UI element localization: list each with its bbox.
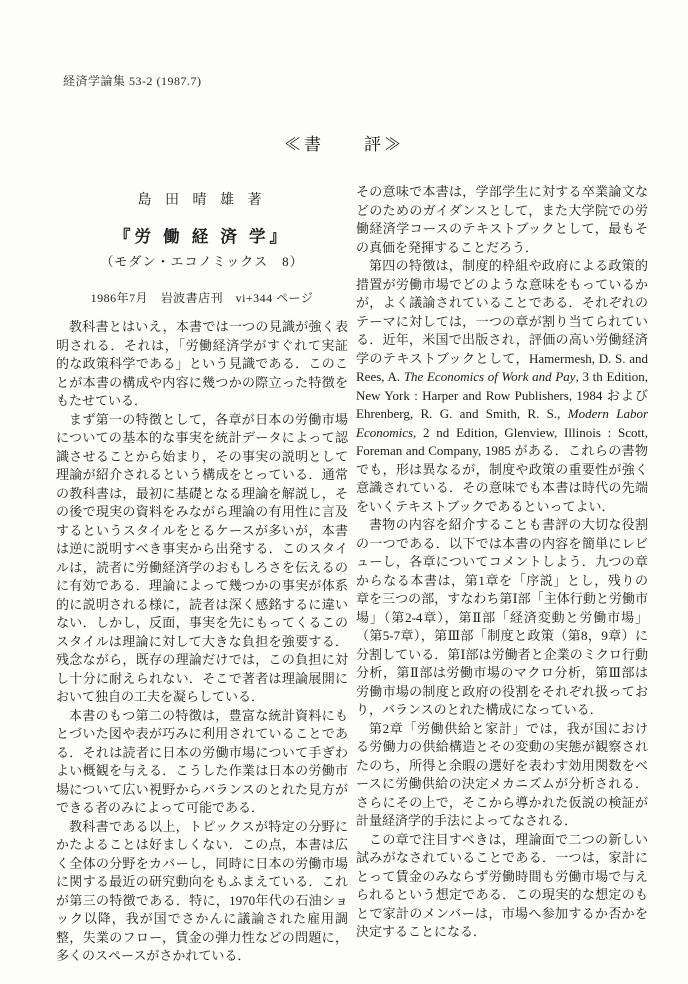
text-segment: 第2章「労働供給と家計」では，我が国における労働力の供給構造とその変動の実態が観察されたのち，所得と余暇の選好を表わす効用関数をベースに労働供給の決定メカニズムが分析される．さらにその上で，そこから導かれた仮説の検証が計量経済学的手法によってなされる． — [356, 720, 648, 828]
paragraph — [56, 411, 348, 707]
left-column-text — [56, 318, 348, 966]
cited-book-title: Modern Labor Economics — [356, 406, 649, 440]
paragraph — [56, 818, 348, 966]
text-segment: , 2 nd Edition, Glenview, Illinois : Scott, Foreman and Company, 1985 がある．これらの書物でも，形は異なるが，制度や政策の重要性が強く意識されている．その意味でも本書は時代の先端をいくテキストブックであるといってよい． — [356, 424, 648, 514]
paragraph — [356, 257, 648, 516]
text-segment: この章で注目すべきは，理論面で二つの新しい試みがなされていることである．一つは，家計にとって賃金のみならず労働時間も労働市場で与えられるという想定である．この現実的な想定のもとで家計のメンバーは，市場へ参加するか否かを決定することになる． — [356, 831, 648, 939]
text-segment: 第四の特徴は，制度的枠組や政府による政策的措置が労働市場でどのような意味をもっているかが，よく議論されていることである．それぞれのテーマに対しては，一つの章が割り当てられている．近年，米国で出版され，評価の高い労働経済学のテキストブックとして，Hamermesh, D. S. and Rees, A. — [356, 258, 648, 384]
book-header — [56, 192, 348, 307]
text-segment: , 3 th Edition, New York : Harper and Row Publishers, 1984 および Ehrenberg, R. G. and Smith, R. S., — [356, 369, 648, 421]
text-segment: 本書のもつ第二の特徴は，豊富な統計資料にもとづいた図や表が巧みに利用されていることである．それは読者に日本の労働市場について手ぎわよい概観を与える．こうした作業は日本の労働市場について広い視野からバランスのとれた見方ができる者のみによって可能である． — [56, 707, 348, 815]
right-column-text — [356, 183, 648, 942]
paragraph — [356, 183, 648, 257]
text-segment: その意味で本書は，学部学生に対する卒業論文などのためのガイダンスとして，また大学院での労働経済学コースのテキストブックとして，最もその真価を発揮することだろう． — [356, 184, 648, 255]
text-segment: 書物の内容を紹介することも書評の大切な役割の一つである．以下では本書の内容を簡単にレビューし，各章についてコメントしよう．九つの章からなる本書は，第1章を「序説」とし，残りの章を三つの部，すなわち第Ⅰ部「主体行動と労働市場」（第2-4章），第Ⅱ部「経済変動と労働市場」（第5-7章），第Ⅲ部「制度と政策（第8，9章）に分割している．第Ⅰ部は労働者と企業のミクロ行動分析，第Ⅱ部は労働市場のマクロ分析，第Ⅲ部は労働市場の制度と政府の役割をそれぞれ扱っており，バランスのとれた構成になっている． — [356, 517, 648, 717]
paragraph — [356, 516, 648, 720]
cited-book-title: The Economics of Work and Pay — [403, 369, 576, 384]
paragraph — [56, 707, 348, 818]
book-publication: 1986年7月 岩波書店刊 vi+344 ページ — [90, 290, 314, 305]
paragraph — [356, 831, 648, 942]
text-segment: 教科書である以上，トピックスが特定の分野にかたよることは好ましくない．この点，本書は広く全体の分野をカバーし，同時に日本の労働市場に関する最近の研究動向をもふまえている．これが第三の特徴である．特に，1970年代の石油ショック以降，我が国でさかんに議論された雇用調整，失業のフロー，賃金の弾力性などの問題に，多くのスペースがさかれている． — [56, 818, 348, 963]
text-segment: 教科書とはいえ，本書では一つの見識が強く表明される．それは，「労働経済学がすぐれて実証的な政策科学である」という見識である．このことが本書の構成や内容に幾つかの際立った特徴をもたせている． — [56, 319, 348, 408]
paragraph — [56, 318, 348, 411]
journal-reference: 経済学論集 53-2 (1987.7) — [63, 74, 202, 88]
left-column — [56, 178, 348, 966]
book-series: （モダン・エコノミックス 8） — [100, 254, 304, 269]
right-column — [356, 183, 648, 942]
text-segment: まず第一の特徴として，各章が日本の労働市場についての基本的な事実を統計データによって認識させることから始まり，その事実の説明として理論が紹介されるという構成をとっている．通常の教科書は，最初に基礎となる理論を解説し，その後で現実の資料をみながら理論の有用性に言及するというスタイルをとるケースが多いが，本書は逆に説明すべき事実から出発する．このスタイルは，読者に労働経済学のおもしろさを伝えるのに有効である．理論によって幾つかの事実が体系的に説明される様に，読者は深く感銘するに違いない．しかし，反面，事実を先にもってくるこのスタイルは理論に対して大きな負担を強要する．残念ながら，既存の理論だけでは，この負担に対し十分に耐えられない．そこで著者は理論展開において独自の工夫を凝らしている． — [56, 411, 348, 704]
paragraph — [356, 720, 648, 831]
section-title: ≪書 評≫ — [284, 135, 404, 154]
book-title: 『労 働 経 済 学』 — [114, 226, 290, 246]
book-author: 島 田 晴 雄 著 — [137, 193, 267, 208]
